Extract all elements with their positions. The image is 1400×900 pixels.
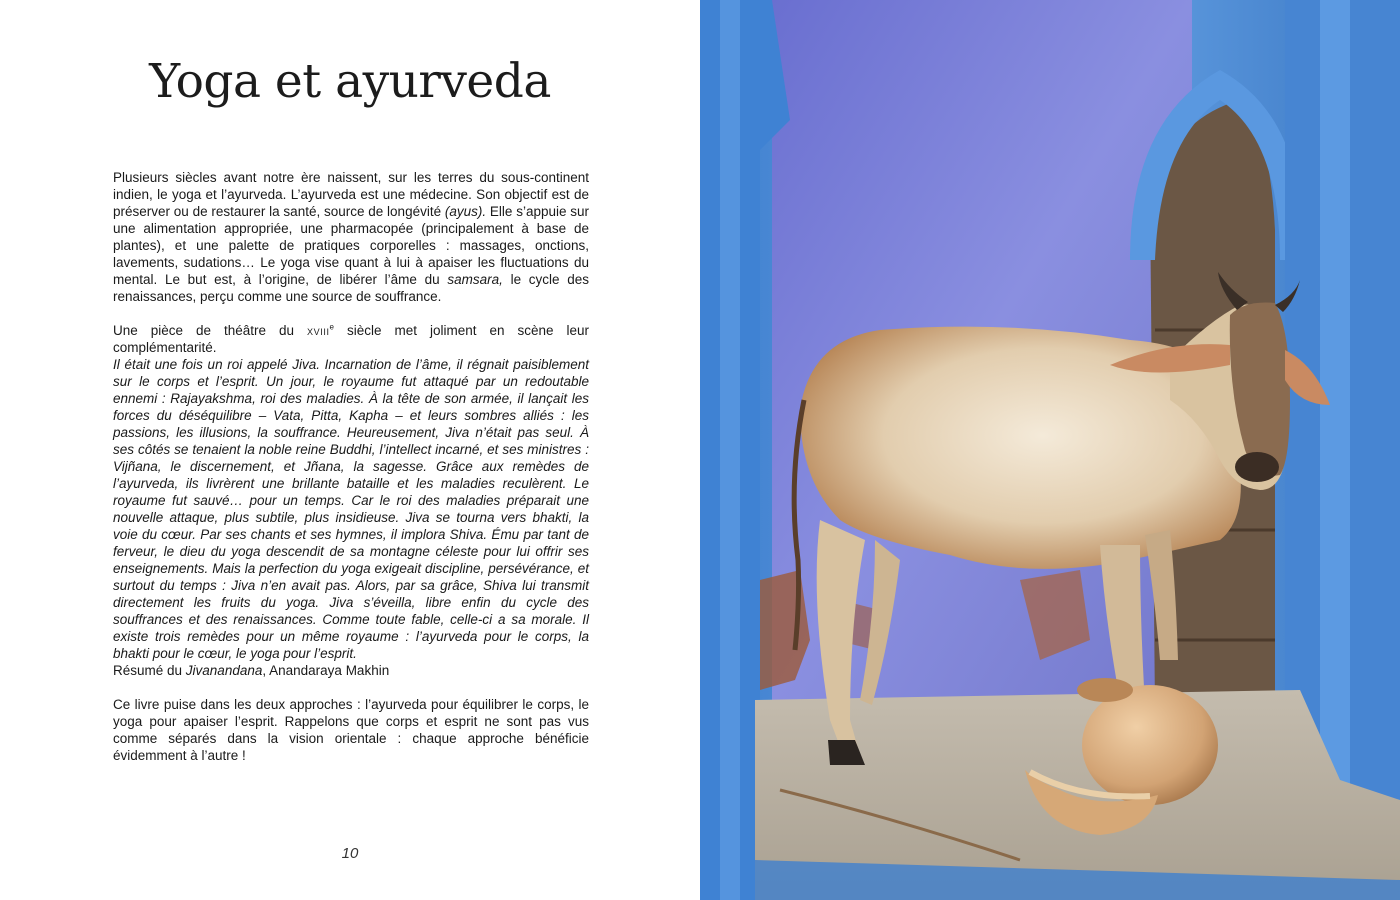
clay-pot-rim: [1077, 678, 1133, 702]
paragraph-conclusion: Ce livre puise dans les deux approches : l’ayurveda pour équilibrer le corps, le yoga pour apaiser l’esprit. Rappelons que corps et esprit ne sont pas vus comme séparés dans la vision orientale : chaque approche bénéficie évidemment à l’autre !: [113, 697, 589, 763]
cow-muzzle: [1235, 452, 1279, 482]
story-text: Il était une fois un roi appelé Jiva. Incarnation de l’âme, il régnait paisiblement sur le corps et l’esprit. Un jour, le royaume fut attaqué par un redoutable ennemi : Rajayakshma, roi des maladies. À la tête de son armée, il lançait les forces du déséquilibre – Vata, Pitta, Kapha – et leurs sombres alliés : les passions, les illusions, la souffrance. Heureusement, Jiva n’était pas seul. À ses côtés se tenaient la noble reine Buddhi, l’intellect incarné, et ses ministres : Vijñana, le discernement, et Jñana, la sagesse. Grâce aux remèdes de l’ayurveda, ils livrèrent une brillante bataille et les maladies reculèrent. Le royaume fut sauvé… pour un temps. Car le roi des maladies préparait une nouvelle attaque, plus subtile, plus insidieuse. Jiva se tourna vers bhakti, la voie du cœur. Par ses chants et ses hymnes, il implora Shiva. Ému par tant de ferveur, le dieu du yoga descendit de sa montagne céleste pour lui offrir ses enseignements. Mais la perfection du yoga exigeait discipline, persévérance, et surtout du temps : Jiva n’en avait pas. Alors, par sa grâce, Shiva lui transmit directement les fruits du yoga. Jiva s’éveilla, libre enfin du cycle des souffrances et des renaissances. Comme toute fable, celle-ci a sa morale. Il existe trois remèdes pour un même royaume : l’ayurveda pour le corps, la bhakti pour le cœur, le yoga pour l’esprit.: [113, 357, 589, 661]
paragraph-theatre-part-b: siècle met joliment en scène leur complémentarité.: [113, 323, 589, 355]
clay-pot: [1082, 685, 1218, 805]
paragraph-theatre: [113, 322, 589, 356]
paragraph-intro-part-b: Elle s’appuie sur une alimentation appropriée, une pharmacopée (principalement à base de plantes), et une palette de pratiques corporelles : massages, onctions, lavements, sudations… Le yoga vise quant à lui à apaiser les fluctuations du mental. Le but est, à l’origine, de libérer l’âme du: [113, 204, 590, 287]
body-text: [113, 169, 589, 764]
century-numeral: xviii: [307, 323, 330, 338]
page-title: Yoga et ayurveda: [149, 54, 551, 109]
century-superscript: e: [329, 322, 334, 332]
paragraph-intro: [113, 169, 589, 305]
paragraph-theatre-part-a: Une pièce de théâtre du: [113, 323, 308, 338]
paragraph-intro-part-a: Plusieurs siècles avant notre ère naissent, sur les terres du sous-continent indien, le yoga et l’ayurveda. L’ayurveda est une médecine. Son objectif est de préserver ou de restaurer la santé, source de longévité: [113, 170, 589, 219]
cow-photo-illustration: [700, 0, 1400, 900]
source-prefix: Résumé du: [113, 663, 186, 678]
page-number: 10: [341, 845, 359, 862]
source-work: Jivanandana: [185, 663, 263, 678]
source-author: , Anandaraya Makhin: [262, 663, 390, 678]
cow-photo: [700, 0, 1400, 900]
term-ayus: (ayus).: [444, 204, 487, 219]
term-samsara: samsara,: [447, 272, 503, 287]
paragraph-intro-part-c: le cycle des renaissances, perçu comme une source de souffrance.: [113, 272, 589, 304]
left-pillar-highlight: [720, 0, 740, 900]
source-credit: [113, 662, 589, 679]
